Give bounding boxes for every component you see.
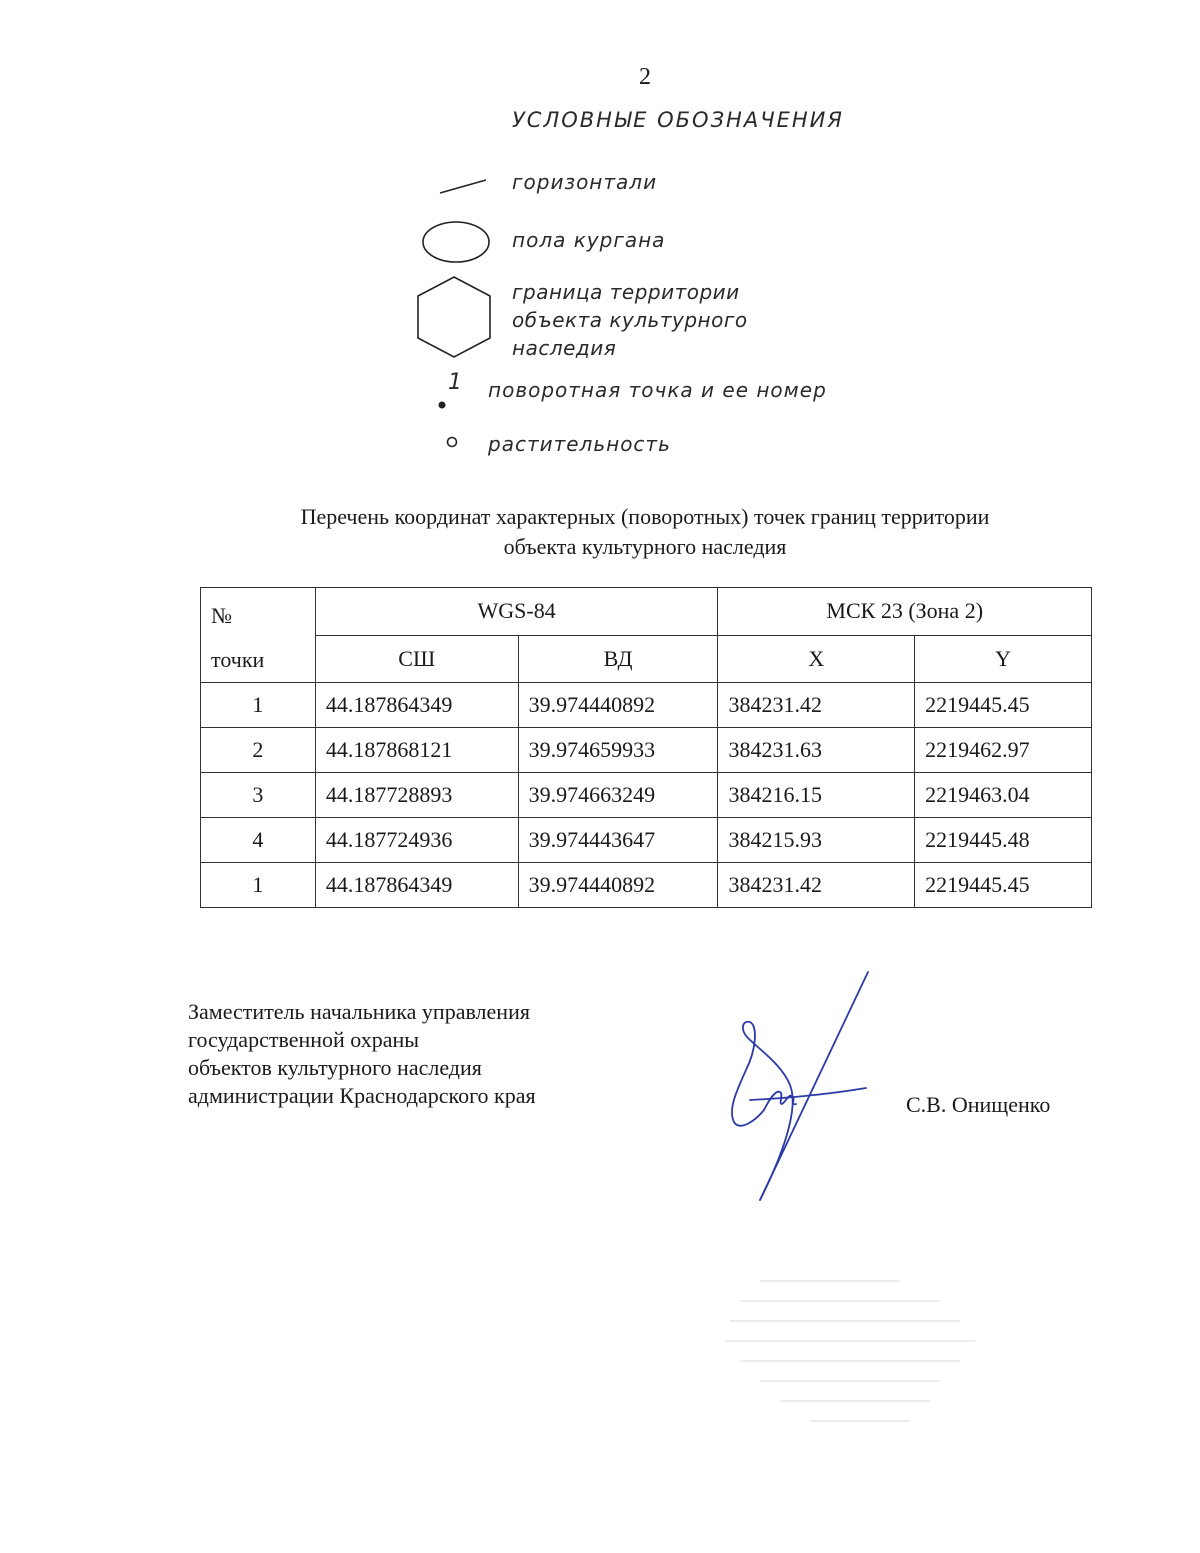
contour-line-symbol (438, 176, 490, 196)
header-lat: СШ (315, 635, 518, 683)
cell-y: 2219463.04 (915, 773, 1092, 818)
page-number: 2 (639, 64, 651, 90)
boundary-hexagon-symbol (414, 274, 494, 360)
position-line-2: государственной охраны (188, 1027, 420, 1052)
faint-stamp-ghost (720, 1270, 1020, 1460)
cell-x: 384231.42 (718, 683, 915, 728)
mound-ellipse-symbol (420, 218, 492, 266)
header-no-symbol: № (211, 603, 232, 628)
signer-position (188, 998, 536, 1110)
table-header-row-2 (201, 635, 1092, 683)
header-y: Y (915, 635, 1092, 683)
cell-x: 384216.15 (718, 773, 915, 818)
legend-title: УСЛОВНЫЕ ОБОЗНАЧЕНИЯ (512, 108, 844, 132)
legend-label-boundary (512, 278, 748, 362)
cell-lat: 44.187728893 (315, 773, 518, 818)
cell-no: 2 (201, 728, 316, 773)
legend-label-mound: пола кургана (512, 228, 666, 252)
legend-label-contours: горизонтали (512, 170, 658, 194)
heading-line-1: Перечень координат характерных (поворотных) точек границ территории (300, 504, 990, 529)
cell-y: 2219462.97 (915, 728, 1092, 773)
table-row (201, 773, 1092, 818)
cell-lat: 44.187868121 (315, 728, 518, 773)
table-row (201, 818, 1092, 863)
cell-y: 2219445.45 (915, 863, 1092, 908)
vegetation-circle-symbol (444, 434, 460, 450)
cell-y: 2219445.45 (915, 683, 1092, 728)
legend-label-turning-point: поворотная точка и ее номер (488, 378, 827, 402)
position-line-4: администрации Краснодарского края (188, 1083, 536, 1108)
cell-lon: 39.974440892 (518, 683, 718, 728)
header-msk23: МСК 23 (Зона 2) (718, 588, 1092, 636)
header-x: X (718, 635, 915, 683)
cell-no: 4 (201, 818, 316, 863)
cell-lon: 39.974440892 (518, 863, 718, 908)
table-row (201, 683, 1092, 728)
coordinates-table (200, 587, 1092, 908)
legend-boundary-line-1: граница территории (512, 280, 740, 304)
cell-lat: 44.187724936 (315, 818, 518, 863)
cell-lon: 39.974659933 (518, 728, 718, 773)
header-lon: ВД (518, 635, 718, 683)
legend-label-vegetation: растительность (488, 432, 671, 456)
turning-point-dot-symbol (436, 398, 450, 412)
table-row (201, 728, 1092, 773)
position-line-3: объектов культурного наследия (188, 1055, 482, 1080)
cell-lat: 44.187864349 (315, 863, 518, 908)
header-no-word: точки (211, 647, 265, 672)
cell-no: 1 (201, 683, 316, 728)
heading-line-2: объекта культурного наследия (503, 534, 787, 559)
table-row (201, 863, 1092, 908)
legend-boundary-line-3: наследия (512, 336, 617, 360)
cell-x: 384231.42 (718, 863, 915, 908)
cell-lat: 44.187864349 (315, 683, 518, 728)
cell-x: 384231.63 (718, 728, 915, 773)
cell-x: 384215.93 (718, 818, 915, 863)
cell-no: 1 (201, 863, 316, 908)
cell-y: 2219445.48 (915, 818, 1092, 863)
table-header-row-1 (201, 588, 1092, 636)
legend-boundary-line-2: объекта культурного (512, 308, 748, 332)
cell-lon: 39.974443647 (518, 818, 718, 863)
signer-name: С.В. Онищенко (906, 1092, 1051, 1117)
coordinates-list-heading (190, 502, 1100, 562)
position-line-1: Заместитель начальника управления (188, 999, 530, 1024)
header-point-number (201, 588, 316, 683)
cell-lon: 39.974663249 (518, 773, 718, 818)
header-wgs84: WGS-84 (315, 588, 718, 636)
cell-no: 3 (201, 773, 316, 818)
handwritten-signature (720, 960, 890, 1210)
legend-point-number: 1 (448, 370, 462, 395)
